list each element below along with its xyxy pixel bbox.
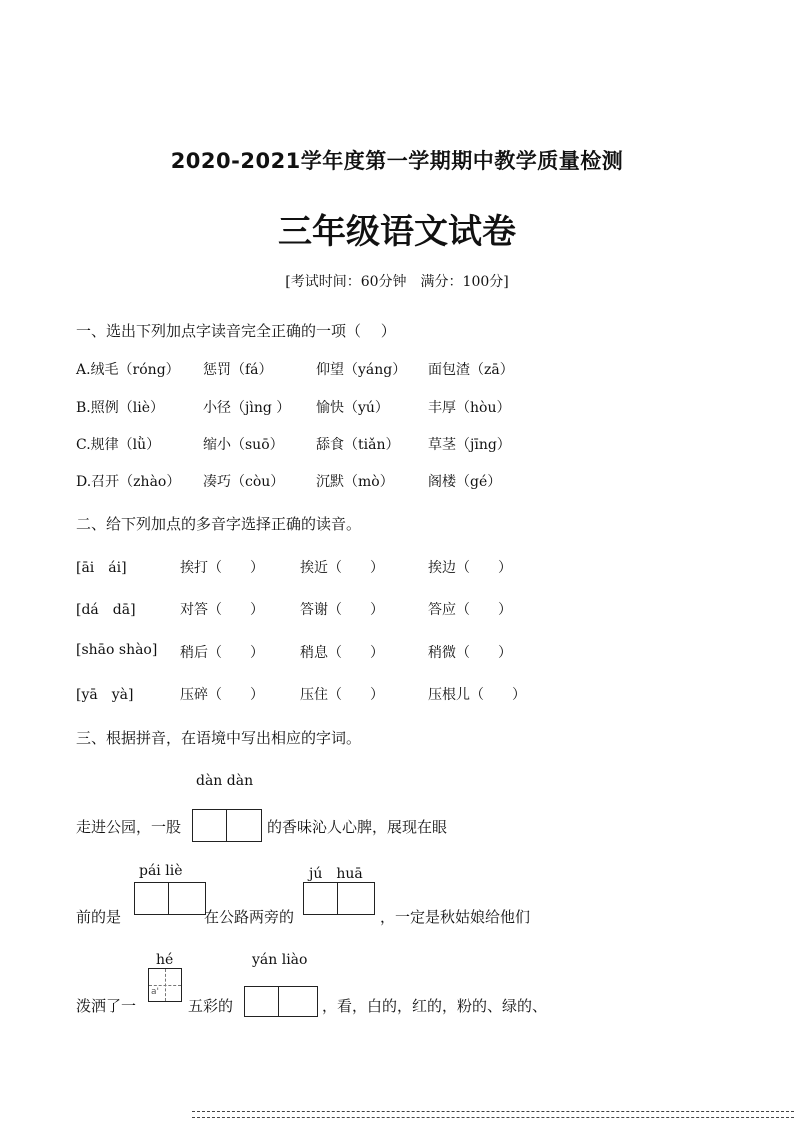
polyphone-pinyin: [āi ái] bbox=[76, 560, 127, 576]
passage-text: 在公路两旁的 bbox=[204, 908, 295, 926]
polyphone-word[interactable]: 答谢（ ） bbox=[300, 602, 384, 618]
option-c-4: 草茎（jīng） bbox=[428, 437, 511, 453]
answer-cell[interactable] bbox=[245, 987, 279, 1016]
option-b-2: 小径（jìng ） bbox=[203, 400, 291, 416]
answer-grid-yanliao[interactable] bbox=[244, 986, 318, 1017]
polyphone-pinyin: [shāo shào] bbox=[76, 642, 158, 658]
polyphone-word[interactable]: 挨近（ ） bbox=[300, 560, 384, 576]
answer-grid-dandan[interactable] bbox=[192, 809, 262, 842]
polyphone-word[interactable]: 压住（ ） bbox=[300, 687, 384, 703]
exam-subtitle: 2020-2021学年度第一学期期中教学质量检测 bbox=[170, 149, 624, 173]
polyphone-pinyin: [yā yà] bbox=[76, 687, 134, 703]
polyphone-word[interactable]: 挨打（ ） bbox=[180, 560, 264, 576]
answer-cell[interactable] bbox=[135, 883, 169, 914]
answer-cell[interactable] bbox=[304, 883, 338, 914]
polyphone-word[interactable]: 稍微（ ） bbox=[428, 645, 512, 661]
cut-line bbox=[192, 1111, 794, 1112]
answer-cell[interactable] bbox=[338, 883, 372, 914]
option-a-1: A.绒毛（róng） bbox=[76, 362, 180, 378]
tian-grid-he[interactable] bbox=[148, 968, 182, 1002]
passage-text: 前的是 bbox=[76, 908, 122, 926]
option-d-1: D.召开（zhào） bbox=[76, 474, 181, 490]
polyphone-pinyin: [dá dā] bbox=[76, 602, 136, 618]
pinyin-hint: yán liào bbox=[252, 952, 308, 968]
polyphone-word[interactable]: 压碎（ ） bbox=[180, 687, 264, 703]
exam-info: [考试时间：60分钟 满分：100分] bbox=[285, 274, 509, 290]
pinyin-hint: pái liè bbox=[139, 863, 183, 879]
question-3-prompt: 三、根据拼音，在语境中写出相应的字词。 bbox=[76, 729, 362, 747]
option-c-1: C.规律（lǜ） bbox=[76, 437, 161, 453]
pinyin-hint: hé bbox=[156, 952, 174, 968]
option-c-3: 舔食（tiǎn） bbox=[316, 437, 400, 453]
polyphone-word[interactable]: 答应（ ） bbox=[428, 602, 512, 618]
polyphone-word[interactable]: 挨边（ ） bbox=[428, 560, 512, 576]
option-d-2: 凑巧（còu） bbox=[203, 474, 285, 490]
page-title: 三年级语文试卷 bbox=[278, 212, 516, 252]
passage-text: ，一定是秋姑娘给他们 bbox=[380, 908, 531, 926]
option-d-4: 阁楼（gé） bbox=[428, 474, 502, 490]
polyphone-word[interactable]: 对答（ ） bbox=[180, 602, 264, 618]
option-a-2: 惩罚（fá） bbox=[203, 362, 273, 378]
polyphone-word[interactable]: 压根儿（ ） bbox=[428, 687, 526, 703]
polyphone-word[interactable]: 稍息（ ） bbox=[300, 645, 384, 661]
question-1-prompt: 一、选出下列加点字读音完全正确的一项（ ） bbox=[76, 322, 396, 340]
passage-text: ，看，白的，红的，粉的、绿的、 bbox=[322, 997, 548, 1015]
passage-text: 的香味沁人心脾，展现在眼 bbox=[267, 818, 448, 836]
polyphone-word[interactable]: 稍后（ ） bbox=[180, 645, 264, 661]
option-b-3: 愉快（yú） bbox=[316, 400, 389, 416]
passage-text: 五彩的 bbox=[188, 997, 234, 1015]
answer-grid-pailie[interactable] bbox=[134, 882, 206, 915]
answer-grid-juhua[interactable] bbox=[303, 882, 375, 915]
option-d-3: 沉默（mò） bbox=[316, 474, 394, 490]
pinyin-hint: jú huā bbox=[309, 866, 363, 882]
question-2-prompt: 二、给下列加点的多音字选择正确的读音。 bbox=[76, 515, 362, 533]
option-a-4: 面包渣（zā） bbox=[428, 362, 514, 378]
tian-grid-mark: a' bbox=[151, 987, 159, 997]
passage-text: 走进公园，一股 bbox=[76, 818, 182, 836]
answer-cell[interactable] bbox=[227, 810, 261, 841]
option-b-1: B.照例（liè） bbox=[76, 400, 164, 416]
option-c-2: 缩小（suō） bbox=[203, 437, 284, 453]
pinyin-hint: dàn dàn bbox=[196, 773, 254, 789]
option-a-3: 仰望（yáng） bbox=[316, 362, 407, 378]
answer-cell[interactable] bbox=[169, 883, 203, 914]
cut-line bbox=[192, 1117, 794, 1118]
answer-cell[interactable] bbox=[193, 810, 227, 841]
answer-cell[interactable] bbox=[279, 987, 313, 1016]
option-b-4: 丰厚（hòu） bbox=[428, 400, 511, 416]
passage-text: 泼洒了一 bbox=[76, 997, 137, 1015]
